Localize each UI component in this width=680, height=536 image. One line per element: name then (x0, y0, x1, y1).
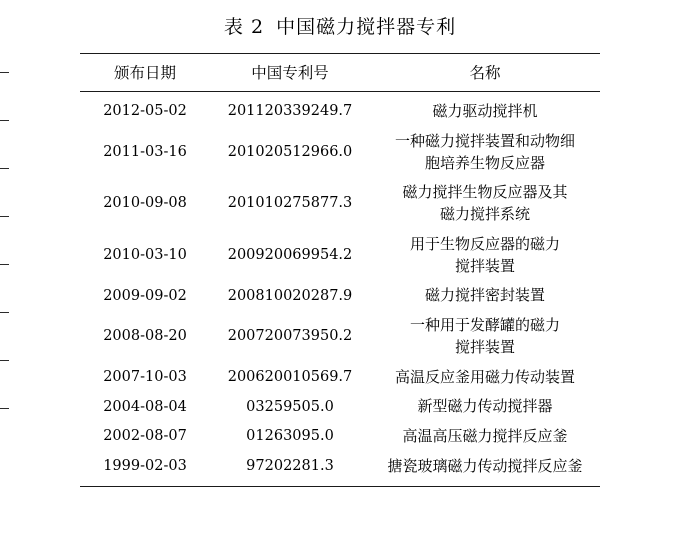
cell-name-line: 搅拌装置 (454, 337, 515, 356)
cell-date: 1999-02-03 (103, 458, 187, 475)
header-row (80, 54, 600, 92)
table-row (80, 452, 600, 486)
cell-date: 2002-08-07 (103, 428, 187, 445)
cell-number: 201120339249.7 (227, 103, 353, 120)
cell-name (370, 127, 600, 179)
table-row (80, 363, 600, 393)
cell-name (370, 281, 600, 311)
table-row (80, 127, 600, 179)
table-row (80, 281, 600, 311)
cell-name (370, 452, 600, 486)
cell-number: 200920069954.2 (227, 246, 353, 263)
cell-name-line: 磁力搅拌系统 (439, 205, 530, 223)
table-row (80, 422, 600, 452)
header-cell-number: 中国专利号 (210, 54, 370, 92)
table-caption-text: 中国磁力搅拌器专利 (276, 16, 457, 38)
header-cell-date: 颁布日期 (80, 54, 210, 92)
table-row (80, 92, 600, 127)
table-row (80, 178, 600, 230)
table-caption-number: 表 2 (223, 16, 265, 38)
cell-number: 201010275877.3 (227, 195, 353, 212)
cell-name-line: 高温反应釜用磁力传动装置 (394, 367, 575, 386)
cell-name-line: 高温高压磁力搅拌反应釜 (402, 427, 568, 445)
cell-date: 2010-09-08 (103, 195, 187, 212)
cell-date: 2007-10-03 (103, 368, 187, 385)
cell-date: 2011-03-16 (103, 143, 187, 160)
table-row (80, 392, 600, 422)
table-header (80, 54, 600, 92)
cell-name (370, 363, 600, 393)
table-body (80, 92, 600, 486)
cell-number: 03259505.0 (246, 398, 334, 415)
cell-name-line: 搅拌装置 (454, 256, 515, 275)
margin-rule-marks (0, 60, 10, 480)
cell-number: 201020512966.0 (227, 143, 353, 160)
table-bottom-rule (80, 486, 600, 487)
cell-name (370, 422, 600, 452)
cell-name-line: 一种磁力搅拌装置和动物细 (394, 131, 575, 150)
cell-name-line: 胞培养生物反应器 (424, 153, 545, 172)
patents-table-wrapper (80, 53, 600, 487)
cell-name (370, 392, 600, 422)
cell-name (370, 230, 600, 282)
patents-table (80, 53, 600, 486)
cell-date: 2010-03-10 (103, 246, 187, 263)
cell-date: 2012-05-02 (103, 103, 187, 120)
cell-date: 2008-08-20 (103, 328, 187, 345)
cell-name-line: 一种用于发酵罐的磁力 (409, 316, 560, 334)
cell-name-line: 搪瓷玻璃磁力传动搅拌反应釜 (387, 456, 583, 475)
cell-name (370, 178, 600, 230)
cell-number: 97202281.3 (246, 458, 334, 475)
cell-number: 200810020287.9 (227, 287, 353, 304)
cell-number: 200720073950.2 (227, 328, 353, 345)
cell-number: 200620010569.7 (227, 368, 353, 385)
cell-name-line: 新型磁力传动搅拌器 (417, 397, 553, 416)
cell-date: 2004-08-04 (103, 398, 187, 415)
cell-name-line: 磁力搅拌密封装置 (424, 286, 545, 305)
table-row (80, 311, 600, 363)
header-cell-name: 名称 (370, 54, 600, 92)
cell-name (370, 92, 600, 127)
cell-number: 01263095.0 (246, 428, 334, 445)
cell-name-line: 磁力驱动搅拌机 (432, 102, 538, 120)
table-row (80, 230, 600, 282)
cell-name (370, 311, 600, 363)
table-caption (0, 0, 680, 53)
cell-date: 2009-09-02 (103, 287, 187, 304)
cell-name-line: 磁力搅拌生物反应器及其 (402, 183, 568, 202)
cell-name-line: 用于生物反应器的磁力 (409, 234, 560, 253)
